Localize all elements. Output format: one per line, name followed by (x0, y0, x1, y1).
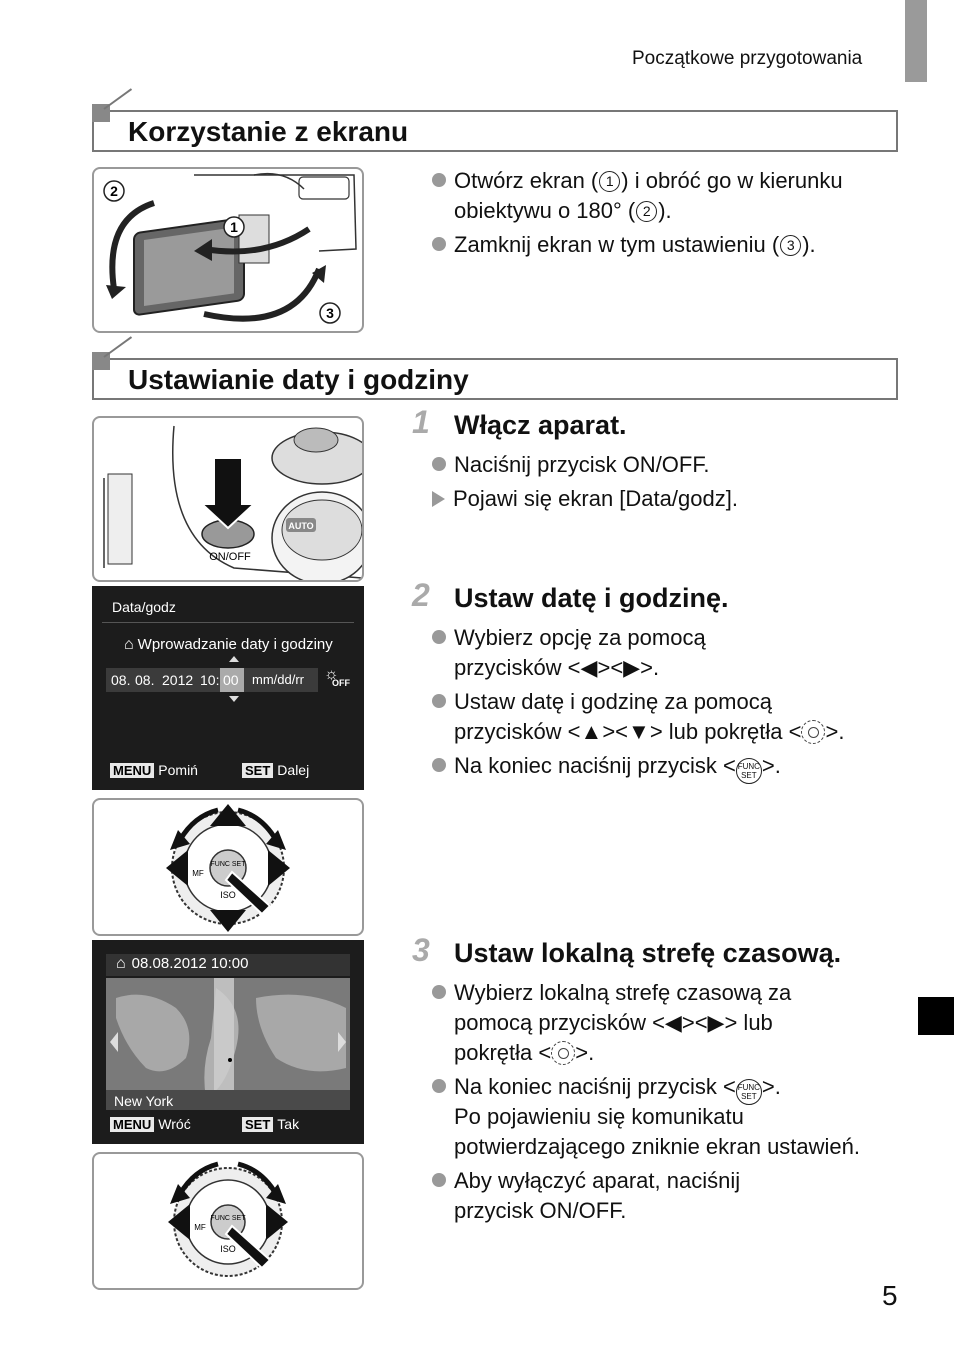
ok-button[interactable]: SET Tak (242, 1116, 299, 1132)
month-field[interactable]: 08. (135, 672, 155, 688)
right-arrow-icon: ▶ (623, 655, 641, 680)
right-arrow-icon: ▶ (707, 1010, 725, 1035)
label-1: 1 (230, 219, 238, 235)
section-heading-screen (92, 110, 898, 152)
funcset-icon: FUNC SET (736, 1079, 762, 1105)
up-arrow-icon: ▲ (580, 719, 603, 744)
step-number-3: 3 (412, 932, 430, 968)
control-dial-icon (801, 720, 825, 744)
bullet-power-off: Aby wyłączyć aparat, naciśnij (432, 1166, 740, 1196)
bullet-press-onoff: Naciśnij przycisk ON/OFF. (432, 450, 709, 480)
home-icon: ⌂ (116, 955, 126, 972)
bullet-confirm-zone-cont: Po pojawieniu się komunikatu (454, 1104, 744, 1129)
format-field[interactable]: mm/dd/rr (252, 672, 304, 687)
step-title-3: Ustaw lokalną strefę czasową. (454, 938, 842, 968)
mf-label: MF (192, 869, 204, 878)
bullet-set-datetime: Ustaw datę i godzinę za pomocą (432, 687, 772, 717)
control-dial-icon (551, 1041, 575, 1065)
down-arrow-icon: ▼ (628, 719, 650, 744)
year-field[interactable]: 2012 (162, 672, 194, 688)
funcset-label: FUNC SET (210, 861, 246, 868)
iso-label: ISO (220, 1244, 236, 1254)
back-button[interactable]: MENU Wróć (110, 1116, 191, 1132)
label-3: 3 (326, 305, 334, 321)
control-dial-illustration-2 (92, 1152, 364, 1290)
bullet-close-screen: Zamknij ekran w tym ustawieniu ( 3 ). (432, 230, 816, 260)
auto-label: AUTO (288, 521, 314, 531)
dst-icon[interactable]: ☼ OFF (324, 666, 350, 688)
control-dial-illustration (92, 798, 364, 936)
hour-field[interactable]: 10: (200, 672, 220, 688)
lcd-subtitle: ⌂ Wprowadzanie daty i godziny (124, 636, 333, 653)
zone-datetime: ⌂ 08.08.2012 10:00 (116, 955, 249, 972)
onoff-label: ON/OFF (209, 551, 251, 563)
left-arrow-icon: ◀ (664, 1010, 682, 1035)
section-heading-date (92, 358, 898, 400)
day-field[interactable]: 08. (111, 672, 131, 688)
bullet-select-option: Wybierz opcję za pomocą (432, 623, 706, 653)
home-icon: ⌂ (124, 636, 134, 653)
minute-field[interactable]: 00 (223, 672, 239, 688)
bullet-set-datetime-cont: przycisków <▲><▼> lub pokrętła < >. (454, 719, 845, 744)
bullet-select-zone-cont2: pokrętła < >. (454, 1040, 595, 1065)
bullet-select-option-cont: przycisków <◀><▶>. (454, 655, 660, 680)
bullet-open-screen-cont: obiektywu o 180° ( 2 ). (454, 198, 672, 223)
bullet-confirm-zone-cont2: potwierdzającego zniknie ekran ustawień. (454, 1134, 861, 1159)
bullet-confirm-zone: Na koniec naciśnij przycisk < FUNC SET >. (432, 1072, 781, 1105)
funcset-icon: FUNC SET (736, 758, 762, 784)
page-number: 5 (882, 1280, 898, 1311)
mf-label: MF (194, 1223, 206, 1232)
bullet-select-zone: Wybierz lokalną strefę czasową za (432, 978, 791, 1008)
up-arrow-icon (229, 656, 239, 662)
chapter-tab (905, 0, 927, 82)
bullet-open-screen: Otwórz ekran ( 1 ) i obróć go w kierunku (432, 166, 843, 196)
funcset-label: FUNC SET (210, 1215, 246, 1222)
screen-rotation-illustration (92, 167, 364, 333)
step-number-2: 2 (412, 577, 430, 613)
power-button-illustration (92, 416, 364, 582)
section-title: Korzystanie z ekranu (128, 116, 409, 147)
step-number-1: 1 (412, 404, 430, 440)
section-title: Ustawianie daty i godziny (128, 364, 469, 395)
label-2: 2 (110, 183, 118, 199)
bullet-power-off-cont: przycisk ON/OFF. (454, 1198, 627, 1223)
bullet-press-funcset: Na koniec naciśnij przycisk < FUNC SET >. (432, 751, 781, 784)
result-date-screen: Pojawi się ekran [Data/godz]. (432, 484, 738, 514)
iso-label: ISO (220, 890, 236, 900)
next-button[interactable]: SET Dalej (242, 762, 309, 778)
down-arrow-icon (229, 696, 239, 702)
running-header: Początkowe przygotowania (632, 48, 863, 69)
lcd-title: Data/godz (112, 599, 176, 615)
bullet-select-zone-cont: pomocą przycisków <◀><▶> lub (454, 1010, 773, 1035)
step-title-2: Ustaw datę i godzinę. (454, 583, 729, 613)
section-marker (918, 997, 954, 1035)
left-arrow-icon: ◀ (580, 655, 598, 680)
date-setting-screen (92, 586, 364, 790)
city-name: New York (114, 1093, 174, 1109)
step-title-1: Włącz aparat. (454, 410, 627, 440)
skip-button[interactable]: MENU Pomiń (110, 762, 198, 778)
time-zone-screen (92, 940, 364, 1144)
